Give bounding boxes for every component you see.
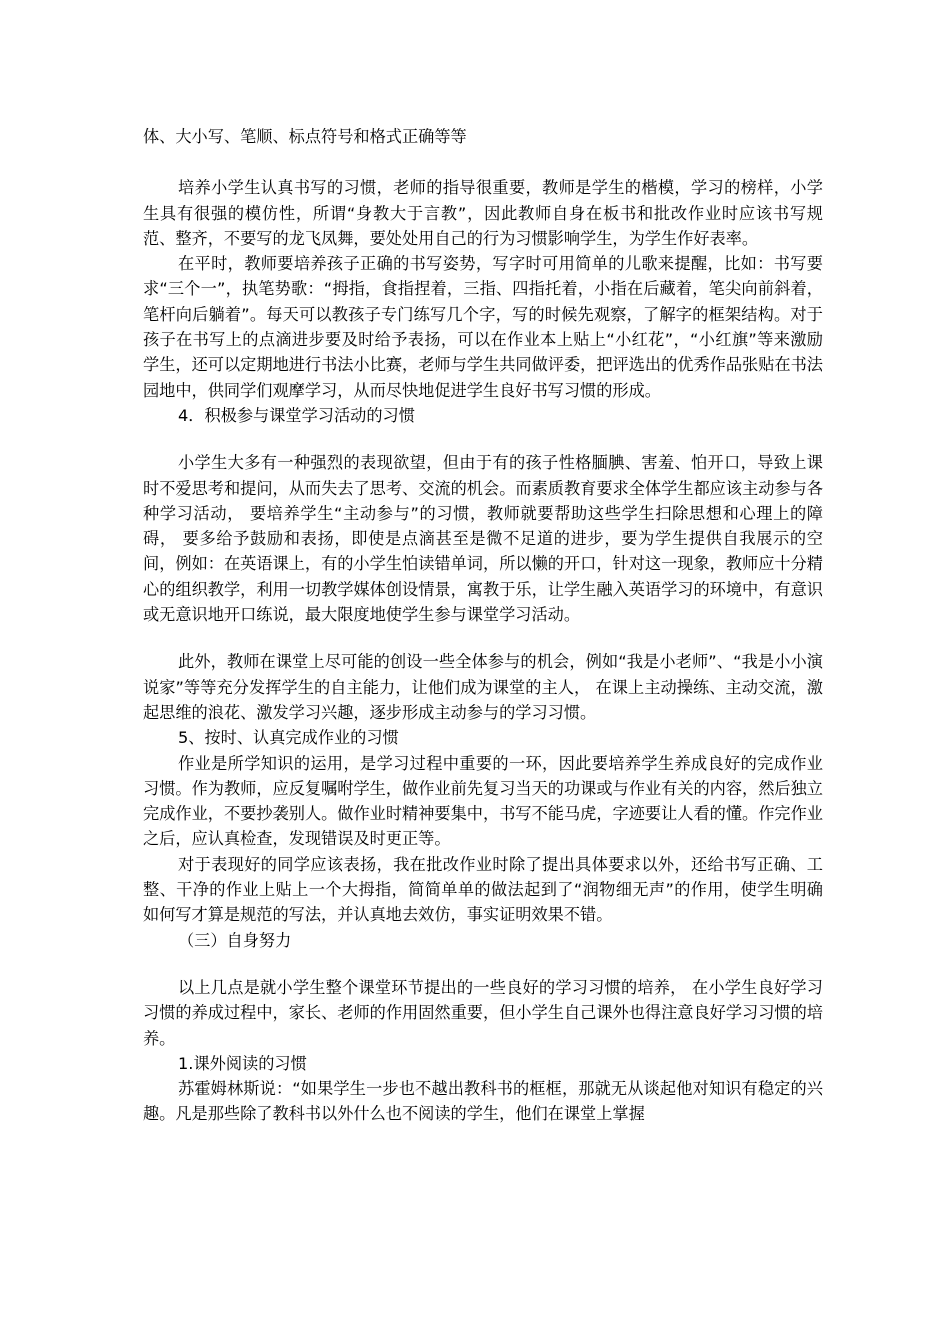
paragraph-class-opportunities: 此外，教师在课堂上尽可能的创设一些全体参与的机会，例如“我是小老师”、“我是小小演说家”等等充分发挥学生的自主能力，让他们成为课堂的主人， 在课上主动操练、主动交流，激起思维的浪花、激发学习兴趣，逐步形成主动参与的学习习惯。 xyxy=(143,652,823,722)
paragraph-spacer xyxy=(143,627,823,649)
section-heading-reading: 1.课外阅读的习惯 xyxy=(178,1053,307,1073)
paragraph-reading-quote: 苏霍姆林斯说：“如果学生一步也不越出教科书的框框，那就无从谈起他对知识有稳定的兴趣。凡是那些除了教科书以外什么也不阅读的学生，他们在课堂上掌握 xyxy=(143,1079,823,1124)
section-heading-5: 5、按时、认真完成作业的习惯 xyxy=(178,728,399,748)
paragraph-writing-posture: 在平时，教师要培养孩子正确的书写姿势，写字时可用简单的儿歌来提醒，比如：书写要求“三个一”，执笔势歌：“拇指，食指捏着，三指、四指托着，小指在后藏着，笔尖向前斜着，笔杆向后躺着”。每天可以教孩子专门练写几个字，写的时候先观察，了解字的框架结构。对于孩子在书写上的点滴进步要及时给予表扬，可以在作业本上贴上“小红花”，“小红旗”等来激励学生，还可以定期地进行书法小比赛，老师与学生共同做评委，把评选出的优秀作品张贴在书法园地中，供同学们观摩学习，从而尽快地促进学生良好书写习惯的形成。 xyxy=(143,254,823,400)
paragraph-class-participation: 小学生大多有一种强烈的表现欲望，但由于有的孩子性格腼腆、害羞、怕开口，导致上课时不爱思考和提问，从而失去了思考、交流的机会。而素质教育要求全体学生都应该主动参与各种学习活动， 要培养学生“主动参与”的习惯，教师就要帮助这些学生扫除思想和心理上的障碍， 要多给予鼓励和表扬，即使是点滴甚至是微不足道的进步，要为学生提供自我展示的空间，例如：在英语课上，有的小学生怕读错单词，所以懒的开口，针对这一现象，教师应十分精心的组织教学，利用一切教学媒体创设情景，寓教于乐，让学生融入英语学习的环境中，有意识或无意识地开口练说，最大限度地使学生参与课堂学习活动。 xyxy=(143,453,823,625)
paragraph-spacer xyxy=(143,953,823,975)
paragraph-teacher-guidance: 培养小学生认真书写的习惯，老师的指导很重要，教师是学生的楷模，学习的榜样，小学生具有很强的模仿性，所谓“身教大于言教”，因此教师自身在板书和批改作业时应该书写规范、整齐，不要写的龙飞凤舞，要处处用自己的行为习惯影响学生，为学生作好表率。 xyxy=(143,178,823,248)
paragraph-homework: 作业是所学知识的运用，是学习过程中重要的一环，因此要培养学生养成良好的完成作业习惯。作为教师，应反复嘱咐学生，做作业前先复习当天的功课或与作业有关的内容，然后独立完成作业，不要抄袭别人。做作业时精神要集中，书写不能马虎，字迹要让人看的懂。作完作业之后，应认真检查，发现错误及时更正等。 xyxy=(143,753,823,849)
document-body xyxy=(143,124,823,1127)
paragraph-spacer xyxy=(143,428,823,450)
section-heading-self-effort: （三）自身努力 xyxy=(178,930,292,950)
paragraph-spacer xyxy=(143,149,823,175)
section-heading-4: 4．积极参与课堂学习活动的习惯 xyxy=(178,405,415,425)
paragraph-continuation: 体、大小写、笔顺、标点符号和格式正确等等 xyxy=(143,127,467,146)
paragraph-praise: 对于表现好的同学应该表扬，我在批改作业时除了提出具体要求以外，还给书写正确、工整、干净的作业上贴上一个大拇指，简简单单的做法起到了“润物细无声”的作用，使学生明确如何写才算是规范的写法，并认真地去效仿，事实证明效果不错。 xyxy=(143,854,823,925)
paragraph-self-effort-intro: 以上几点是就小学生整个课堂环节提出的一些良好的学习习惯的培养， 在小学生良好学习习惯的养成过程中，家长、老师的作用固然重要，但小学生自己课外也得注意良好学习习惯的培养。 xyxy=(143,977,823,1048)
